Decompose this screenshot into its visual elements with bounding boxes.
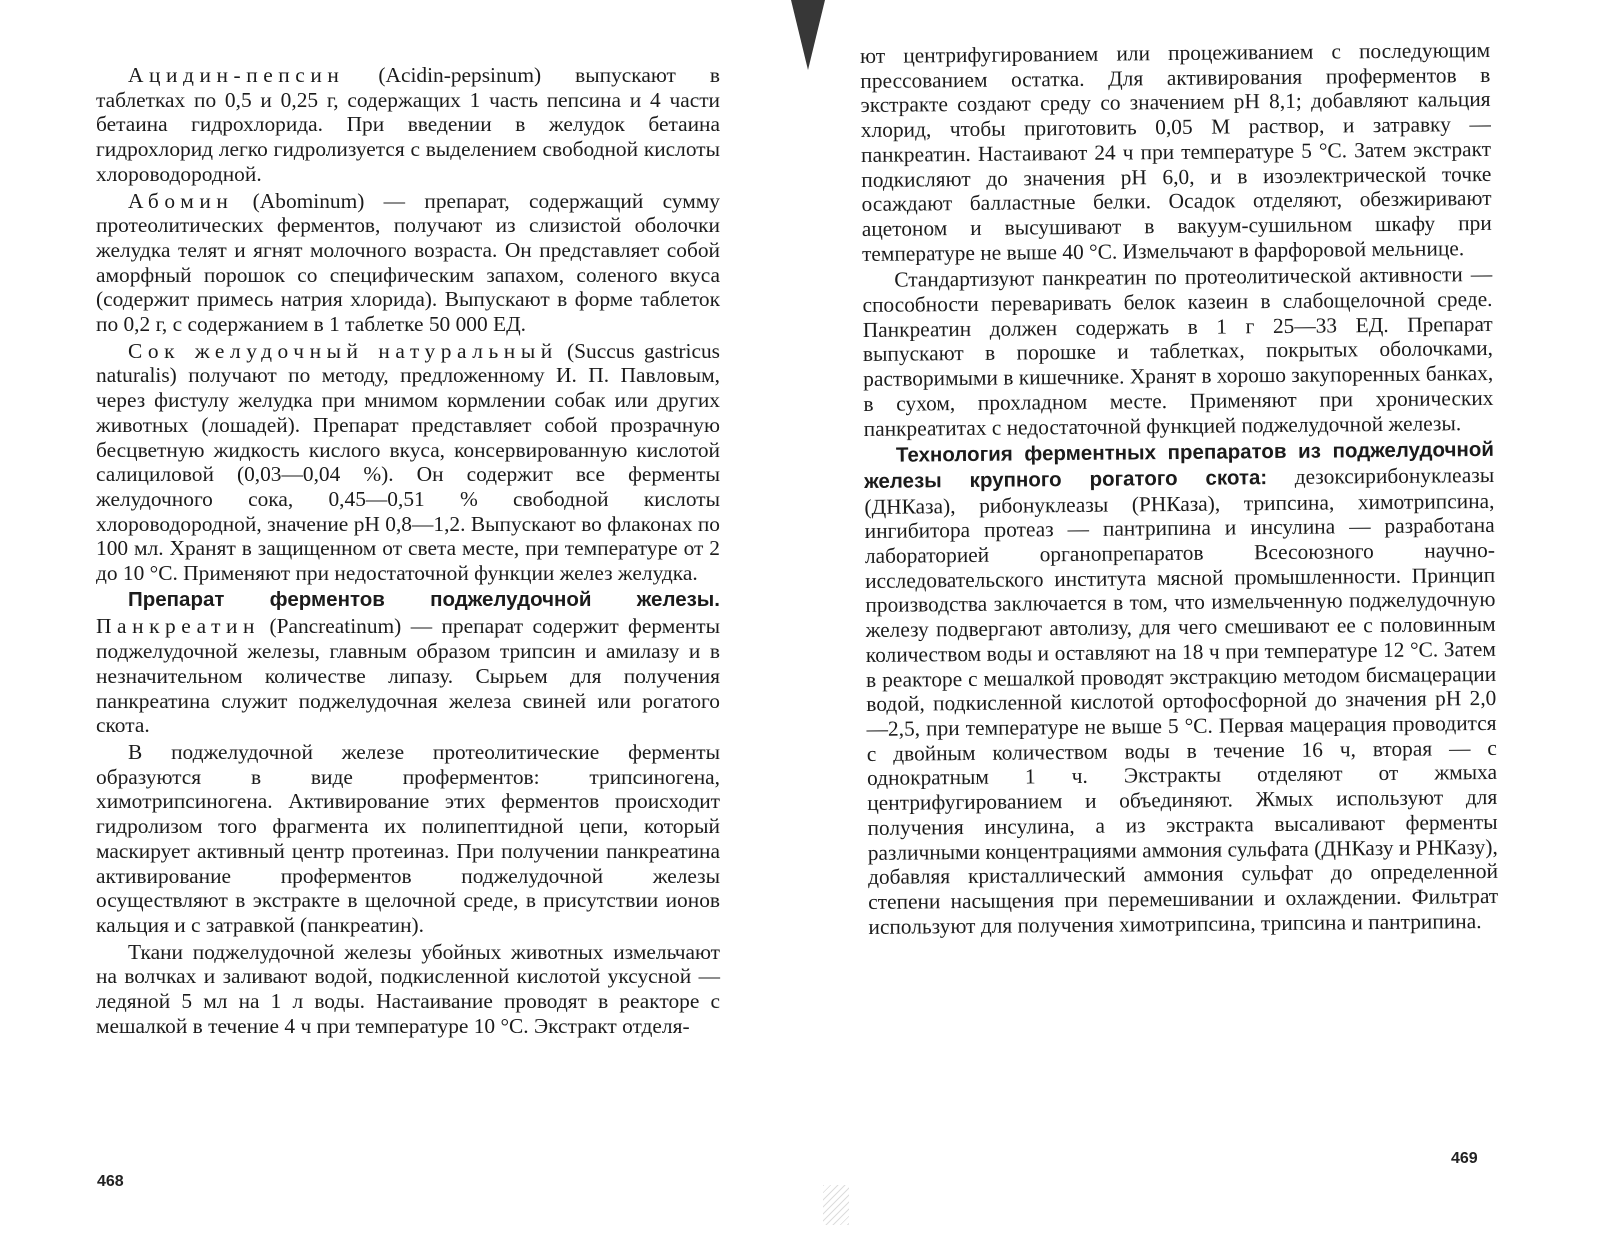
paragraph-proferments: В поджелудочной железе протеолитические ферменты образуются в виде проферментов: трипсиногена, химотрипсиногена. Активирование этих ферментов происходит гидролизом того фрагмента их полипептидной цепи, который маскирует активный центр протеиназ. При получении панкреатина активирование проферментов поджелудочной железы осуществляют в экстракте в щелочной среде, в присутствии ионов кальция и с затравкой (панкреатин). — [96, 739, 720, 937]
paragraph-text: дезоксирибонуклеазы (ДНКаза), рибонуклеазы (РНКаза), трипсина, химотрипсина, ингибитора протеаз — пантрипина и инсулина — разработана лабораторией органопрепаратов Всесоюзного научно-исследовательского института мясной промышленности. Принцип производства заключается в том, что измельченную поджелудочную железу подвергают автолизу, для чего смешивают ее с половинным количеством воды и оставляют на 18 ч при температуре 12 °С. Затем в реакторе с мешалкой проводят экстракцию методом бисмацерации водой, подкисленной кислотой ортофосфорной до значения pH 2,0—2,5, при температуре не выше 5 °С. Первая мацерация проводится с двойным количеством воды в течение 16 ч, вторая — с однократным 1 ч. Экстракты отделяют от жмыха центрифугированием и объединяют. Жмых используют для получения инсулина, а из экстракта высаливают ферменты различными концентрациями аммония сульфата (ДНКазу и РНКазу), добавляя кристаллический аммония сульфат до определенной степени насыщения при перемешивании и охлаждении. Фильтрат используют для получения химотрипсина, трипсина и пантрипина. — [864, 462, 1499, 939]
paragraph-continuation: ют центрифугированием или процеживанием с последующим прессованием остатка. Для активирования проферментов в экстракте создают среду со значением pH 8,1; добавляют кальция хлорид, чтобы приготовить 0,05 М раствор, и затравку — панкреатин. Настаивают 24 ч при температуре 5 °С. Затем экстракт подкисляют до значения pH 6,0, и в изоэлектрической точке осаждают балластные белки. Осадок отделяют, обезжиривают ацетоном и высушивают в вакуум-сушильном шкафу при температуре не выше 40 °С. Измельчают в фарфоровой мельнице. — [860, 37, 1492, 266]
left-page — [0, 0, 800, 1251]
page-number-left: 468 — [97, 1173, 124, 1190]
left-text-column — [96, 63, 720, 1038]
paragraph-text: (Acidin-pepsinum) выпускают в таблетках по 0,5 и 0,25 г, содержащих 1 часть пепсина и 4 части бетаина гидрохлорида. При введении в желудок бетаина гидрохлорид легко гидролизуется с выделением свободной кислоты хлороводородной. — [96, 63, 720, 186]
paragraph-text: (Pancreatinum) — препарат содержит ферменты поджелудочной железы, главным образом трипсин и амилазу и в незначительном количестве липазу. Сырьем для получения панкреатина служит поджелудочная железа свиней или рогатого скота. — [96, 614, 720, 738]
term-acidin-pepsin: Ацидин-пепсин — [128, 63, 345, 87]
term-abomin: Абомин — [128, 188, 234, 213]
paragraph-text: (Abominum) — препарат, содержащий сумму протеолитических ферментов, получают из слизистой оболочки желудка телят и ягнят молочного возраста. Он представляет собой аморфный порошок со специфическим запахом, соленого вкуса (содержит примесь натрия хлорида). Выпускают в форме таблеток по 0,2 г, с содержанием в 1 таблетке 50 000 ЕД. — [96, 188, 720, 337]
right-text-column — [860, 38, 1499, 939]
section-heading-pancreas: Препарат ферментов поджелудочной железы. — [128, 587, 720, 611]
paragraph-text: (Succus gastricus naturalis) получают по методу, предложенному И. П. Павловым, через фистулу желудка при мнимом кормлении собак или других животных (лошадей). Препарат представляет собой прозрачную бесцветную жидкость кислого вкуса, консервированную кислотой салициловой (0,03—0,04 %). Он содержит все ферменты желудочного сока, 0,45—0,51 % свободной кислоты хлороводородной, значение pH 0,8—1,2. Выпускают во флаконах по 100 мл. Хранят в защищенном от света месте, при температуре от 2 до 10 °С. Применяют при недостаточной функции желез желудка. — [96, 338, 720, 586]
term-gastric-juice: Сок желудочный натуральный — [128, 338, 558, 363]
paragraph-standardize: Стандартизуют панкреатин по протеолитической активности — способности переваривать белок казеин в слабощелочной среде. Панкреатин должен содержать в 1 г 25—33 ЕД. Препарат выпускают в порошке и таблетках, покрытых оболочками, растворимыми в кишечнике. Хранят в хорошо закупоренных банках, в сухом, прохладном месте. Применяют при хронических панкреатитах с недостаточной функцией поджелудочной железы. — [862, 262, 1494, 441]
paragraph-gastric-juice — [96, 339, 720, 586]
right-page — [800, 0, 1601, 1251]
term-pancreatin: Панкреатин — [96, 614, 261, 639]
paragraph-tissues: Ткани поджелудочной железы убойных животных измельчают на волчках и заливают водой, подкисленной кислотой уксусной — ледяной 5 мл на 1 л воды. Настаивание проводят в реакторе с мешалкой в течение 4 ч при температуре 10 °С. Экстракт отделя- — [96, 939, 720, 1038]
paragraph-acidin-pepsin — [96, 63, 720, 187]
paragraph-technology — [864, 437, 1499, 939]
section-heading-technology: Технология ферментных препаратов из поджелудочной железы крупного рогатого скота: — [864, 438, 1495, 493]
paragraph-pancreatin — [96, 614, 720, 738]
paragraph-abomin — [96, 189, 720, 337]
page-number-right: 469 — [1451, 1150, 1478, 1167]
